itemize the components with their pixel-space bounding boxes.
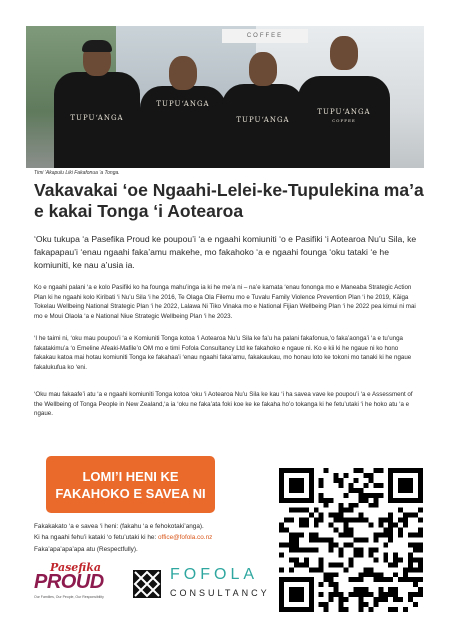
fofola-weave-icon — [133, 570, 161, 598]
shirt-logo: TUPU‘ANGA — [236, 116, 290, 124]
page-title: Vakavakai ‘oe Ngaahi-Lelei-ke-Tupulekina ma’a e kakai Tonga ‘i Aotearoa — [34, 180, 424, 221]
intro-text: ‘Oku tukupa ‘a Pasefika Proud ke poupou’i ‘a e ngaahi komiuniti ‘o e Pasifiki ‘i Aotearoa Nu’u Sila, ke fakapapau’i ‘enau ngaahi faka’amu makehe, mo fakahoko ‘a e ngaahi founga ‘oku tataki ‘e he komiuniti, ke nau a’usia ia. — [34, 234, 417, 270]
shirt-logo: TUPU‘ANGA — [156, 100, 210, 108]
shirt-logo: TUPU‘ANGA — [317, 108, 371, 116]
shop-sign: COFFEE — [222, 29, 308, 43]
contact-line — [34, 533, 212, 542]
contact-prefix: Ki ha ngaahi fehu’i kataki ‘o fetu’utaki ki he: — [34, 534, 158, 541]
shirt-logo: TUPU‘ANGA — [70, 114, 124, 122]
fofola-logo-sub: CONSULTANCY — [170, 588, 270, 598]
person-3 — [222, 42, 304, 168]
survey-button-line-1: LOMI’I HENI KE — [82, 468, 179, 484]
person-2 — [140, 50, 226, 168]
survey-button-line-2: FAKAHOKO E SAVEA NI — [55, 485, 206, 501]
fofola-logo-name: FOFOLA — [170, 566, 259, 583]
team-photo — [26, 26, 424, 168]
survey-line: Fakakakato ‘a e savea ‘i heni: (fakahu ‘a e fehokotaki’anga). — [34, 523, 204, 530]
pasefika-logo-main: PROUD — [34, 571, 104, 593]
body-paragraph-3: ‘Oku mau fakaafe’i atu ‘a e ngaahi komiuniti Tonga kotoa ‘oku ‘i Aotearoa Nu’u Sila ke kau ‘i ha savea vave ke poupou’i ‘a e Assessment of the Wellbeing of Tonga People in New Zealand,‘a ia ‘oku ne faka’ata foki koe ke ke fakaha ho’o tokanga ki he fetu’utaki ‘i he hoko atu ‘a e ngaue. — [34, 391, 413, 418]
body-paragraph-2: ‘I he taimi ni, ‘oku mau poupou’i ‘a e Komiuniti Tonga kotoa ‘i Aotearoa Nu’u Sila ke fa’u ha palani fakafonua,‘o faka’aonga’i ‘a e tu’unga fakatakimu’a ‘o Emeline Afeaki-Mafile’o OM mo e timi Fofola Consultancy Ltd ke fakahoko e ngaue ni. Ko e kii ki he ngaue ni ko hono fakakau katoa mai hotau komiuniti Tonga ke fakahaa’i ‘enau ngaahi faka’amu, fakakaukau, mo honau loto ke tokoni mo tanaki ki he ngaue fakalukufua ko ‘eni. — [34, 335, 412, 371]
pasefika-logo-top: Pasefika — [50, 561, 102, 574]
email-link[interactable]: office@fofola.co.nz — [157, 534, 213, 541]
signoff: Faka’apa’apa’apa atu (Respectfully). — [34, 546, 138, 553]
shirt-sub: COFFEE — [332, 118, 356, 123]
pasefika-logo-tagline: Our Families, Our People, Our Responsibility — [34, 595, 104, 599]
pasefika-proud-logo — [34, 561, 122, 603]
person-1 — [54, 30, 140, 168]
person-4 — [298, 30, 390, 168]
survey-button[interactable] — [46, 456, 215, 513]
qr-code-icon[interactable] — [279, 468, 423, 612]
body-paragraph-1: Ko e ngaahi palani ‘a e kolo Pasifiki ko ha founga mahu’inga ia ki he me’a ni – na’e kamata ‘enau fononga mo e Maneaba Strategic Action Plan ki he ngaahi kolo Kiribati ‘i Nu’u Sila ‘i he 2016, Te Olaga Ola Filemu mo e Tuvalu Family Violence Prevention Plan ‘i he 2019, Kāiga Tokelau Wellbeing National Strategic Plan ‘i he 2022, Lalawa Ni Tiko Vinaka mo e National Fijian Wellbeing Plan ‘i he 2022 pea kimui ni mai mo e Moui Olaola ‘a e National Niue Strategic Wellbeing Plan ‘i he 2023. — [34, 284, 416, 320]
photo-caption: Timi ‘Akapulu Liki Fakafonua ‘a Tonga. — [34, 170, 120, 176]
